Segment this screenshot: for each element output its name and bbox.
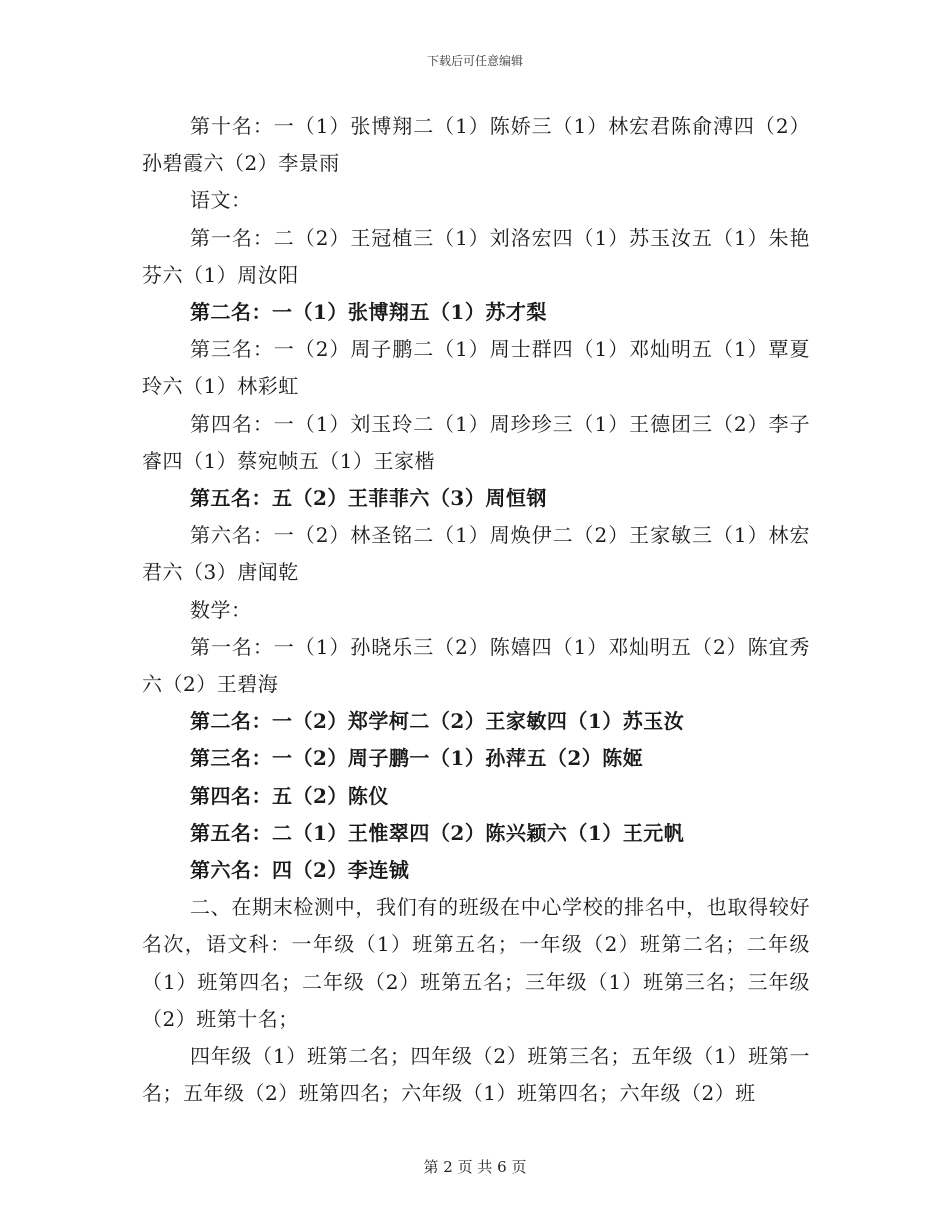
- page-header: 下载后可任意编辑: [426, 54, 523, 68]
- section-heading-math: 数学：: [190, 597, 252, 622]
- paragraph-math-rank-3: 第三名：一（2）周子鹏一（1）孙萍五（2）陈姬: [190, 746, 644, 771]
- paragraph-math-rank-2: 第二名：一（2）郑学柯二（2）王家敏四（1）苏玉汝: [190, 709, 685, 734]
- paragraph-chinese-rank-3: 第三名：一（2）周子鹏二（1）周士群四（1）邓灿明五（1）覃夏玲六（1）林彩虹: [142, 337, 810, 399]
- paragraph-chinese-rank-6: 第六名：一（2）林圣铭二（1）周焕伊二（2）王家敏三（1）林宏君六（3）唐闻乾: [142, 523, 810, 585]
- page-footer: 第 2 页 共 6 页: [423, 1158, 527, 1176]
- paragraph-rank-10: 第十名：一（1）张博翔二（1）陈娇三（1）林宏君陈俞溥四（2）孙碧霞六（2）李景雨: [142, 114, 810, 176]
- paragraph-math-rank-4: 第四名：五（2）陈仪: [190, 783, 389, 808]
- paragraph-chinese-rank-4: 第四名：一（1）刘玉玲二（1）周珍珍三（1）王德团三（2）李子睿四（1）蔡宛帧五（1）王家楷: [142, 411, 810, 473]
- paragraph-math-rank-5: 第五名：二（1）王惟翠四（2）陈兴颖六（1）王元帆: [190, 820, 685, 845]
- paragraph-chinese-rank-2: 第二名：一（1）张博翔五（1）苏才梨: [190, 300, 547, 325]
- paragraph-section-two: 二、在期末检测中，我们有的班级在中心学校的排名中，也取得较好名次，语文科：一年级（1）班第五名；一年级（2）班第二名；二年级（1）班第四名；二年级（2）班第五名；三年级（1）班第三名；三年级（2）班第十名；: [142, 895, 810, 1031]
- paragraph-math-rank-1: 第一名：一（1）孙晓乐三（2）陈嬉四（1）邓灿明五（2）陈宜秀六（2）王碧海: [142, 634, 810, 697]
- paragraph-section-two-continued: 四年级（1）班第二名；四年级（2）班第三名；五年级（1）班第一名；五年级（2）班第四名；六年级（1）班第四名；六年级（2）班: [142, 1044, 810, 1106]
- paragraph-chinese-rank-1: 第一名：二（2）王冠植三（1）刘洛宏四（1）苏玉汝五（1）朱艳芬六（1）周汝阳: [142, 225, 810, 287]
- document-body: [142, 108, 810, 1112]
- paragraph-chinese-rank-5: 第五名：五（2）王菲菲六（3）周恒钢: [190, 486, 547, 511]
- paragraph-math-rank-6: 第六名：四（2）李连铖: [190, 858, 410, 883]
- section-heading-chinese: 语文：: [190, 188, 252, 213]
